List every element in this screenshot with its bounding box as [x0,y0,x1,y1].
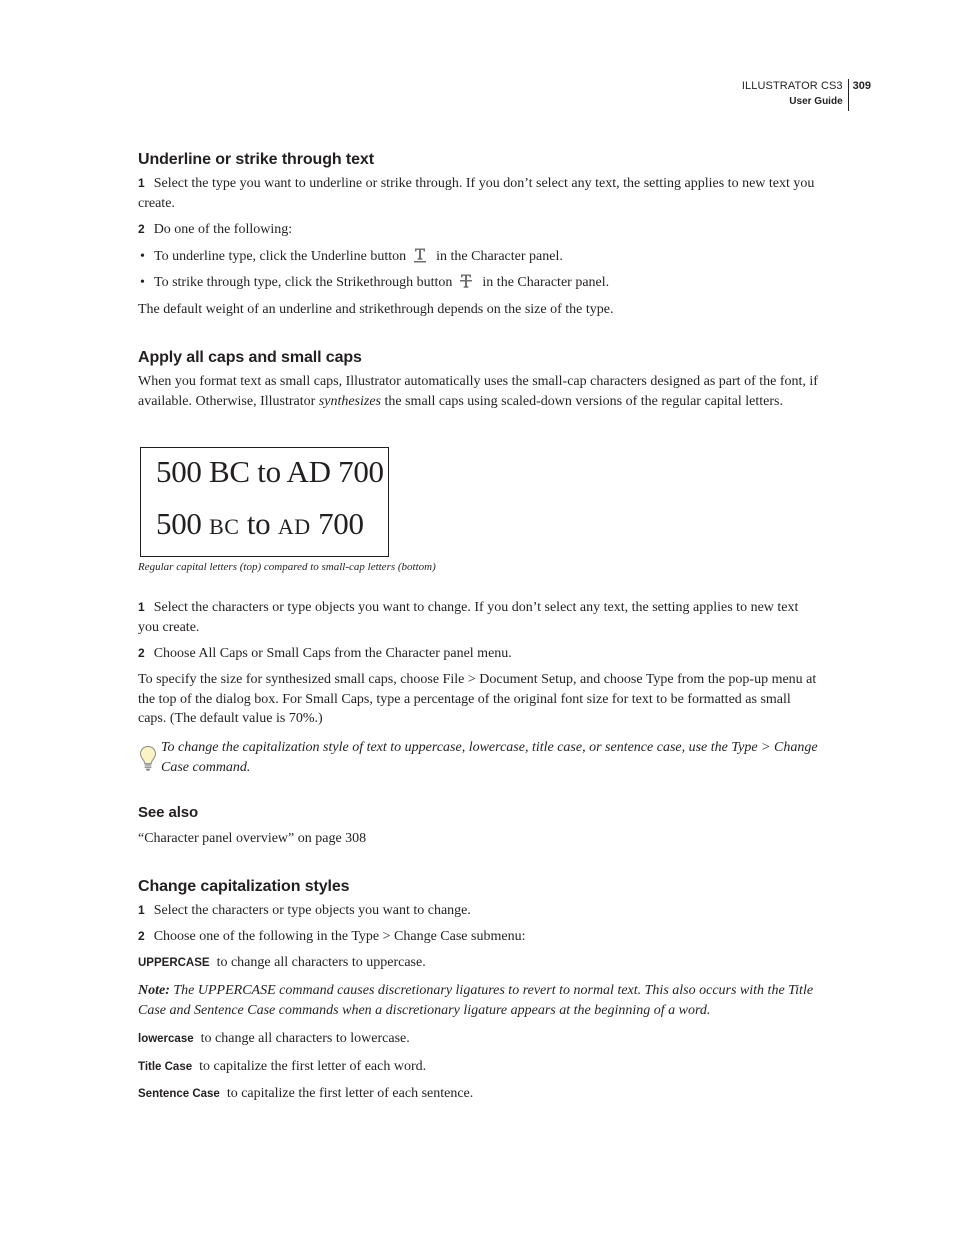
bullet-dot: • [140,249,145,264]
capitalization-tip: To change the capitalization style of text to uppercase, lowercase, title case, or sentence case, use the Type > Change Case command. [161,740,818,775]
figure-text: 700 [310,506,364,541]
figure-caption: Regular capital letters (top) compared to small-cap letters (bottom) [138,561,436,573]
step-number: 1 [138,903,145,917]
section-heading-change-case: Change capitalization styles [138,878,350,895]
term-description: to change all characters to uppercase. [216,955,426,970]
strikethrough-icon [458,273,474,289]
term-sentence-case: Sentence Case [138,1088,220,1100]
intro-text-end: the small caps using scaled-down versions of the regular capital letters. [381,393,783,409]
bullet-dot: • [140,275,145,290]
intro-italic: synthesizes [318,393,381,409]
change-case-step-1 [138,901,818,921]
term-title-case: Title Case [138,1061,193,1073]
term-description: to capitalize the first letter of each word. [199,1059,427,1074]
figure-small-cap: AD [277,514,311,539]
step-text: Select the type you want to underline or strike through. If you don’t select any text, the setting applies to new text you create. [138,176,815,211]
caps-step-2 [138,644,818,664]
note-label: Note: [138,983,170,998]
figure-text: to [239,506,278,541]
guide-name: User Guide [789,96,843,107]
step-text: Choose All Caps or Small Caps from the Character panel menu. [153,646,512,661]
note-text: The UPPERCASE command causes discretionary ligatures to revert to normal text. This also occurs with the Title Case and Sentence Case commands when a discretionary ligature appears at the beginning of a word. [138,983,814,1018]
bullet-underline [140,247,563,266]
step-number: 2 [138,929,145,943]
underline-step-1 [138,174,818,213]
see-also-link[interactable]: “Character panel overview” on page 308 [138,831,367,846]
caps-step-1 [138,598,818,637]
intro-text: When you format text as small caps, Illustrator automatically uses the small-cap characters designed as part of the font, if available. Otherwise, Illustrator [138,374,818,409]
step-text: Do one of the following: [153,222,293,237]
bullet-text-after: in the Character panel. [482,275,610,290]
step-number: 2 [138,222,145,236]
running-header-title-block [742,79,849,111]
product-name: ILLUSTRATOR CS3 [741,80,843,92]
figure-regular-caps: 500 BC to AD 700 [156,454,384,489]
change-case-step-2 [138,927,818,947]
section-heading-underline: Underline or strike through text [138,151,374,168]
uppercase-note [138,981,818,1020]
term-description: to change all characters to lowercase. [200,1031,410,1046]
step-number: 1 [138,600,145,614]
see-also-heading: See also [138,804,199,821]
underline-step-2 [138,220,818,240]
underline-note: The default weight of an underline and strikethrough depends on the size of the type. [138,302,614,317]
caps-intro [138,372,818,411]
small-caps-figure [140,447,389,557]
step-text: Select the characters or type objects you want to change. [153,903,471,918]
step-text: Choose one of the following in the Type > Change Case submenu: [153,929,526,944]
bullet-text-after: in the Character panel. [436,249,563,264]
term-lowercase: lowercase [138,1033,194,1045]
step-number: 2 [138,646,145,660]
option-uppercase [138,953,818,974]
bullet-text-before: To underline type, click the Underline button [154,249,407,264]
figure-small-cap: BC [209,514,240,539]
bullet-text-before: To strike through type, click the Strikethrough button [154,275,453,290]
underline-icon [412,247,428,263]
option-title-case [138,1057,818,1078]
term-description: to capitalize the first letter of each sentence. [226,1086,474,1101]
term-uppercase: UPPERCASE [138,957,210,969]
step-text: Select the characters or type objects you want to change. If you don’t select any text, the setting applies to new text you create. [138,600,799,635]
figure-small-caps [156,506,364,542]
step-number: 1 [138,176,145,190]
figure-text: 500 [156,506,210,541]
small-caps-size-paragraph: To specify the size for synthesized small caps, choose File > Document Setup, and choose Type from the pop-up menu at the top of the dialog box. For Small Caps, type a percentage of the original font size for text to be formatted as small caps. (The default value is 70%.) [138,672,817,727]
section-heading-caps: Apply all caps and small caps [138,349,362,366]
lightbulb-icon [139,745,157,773]
running-header [742,79,871,111]
option-sentence-case [138,1084,818,1105]
page-number: 309 [852,80,871,92]
option-lowercase [138,1029,818,1050]
bullet-strikethrough [140,273,609,292]
